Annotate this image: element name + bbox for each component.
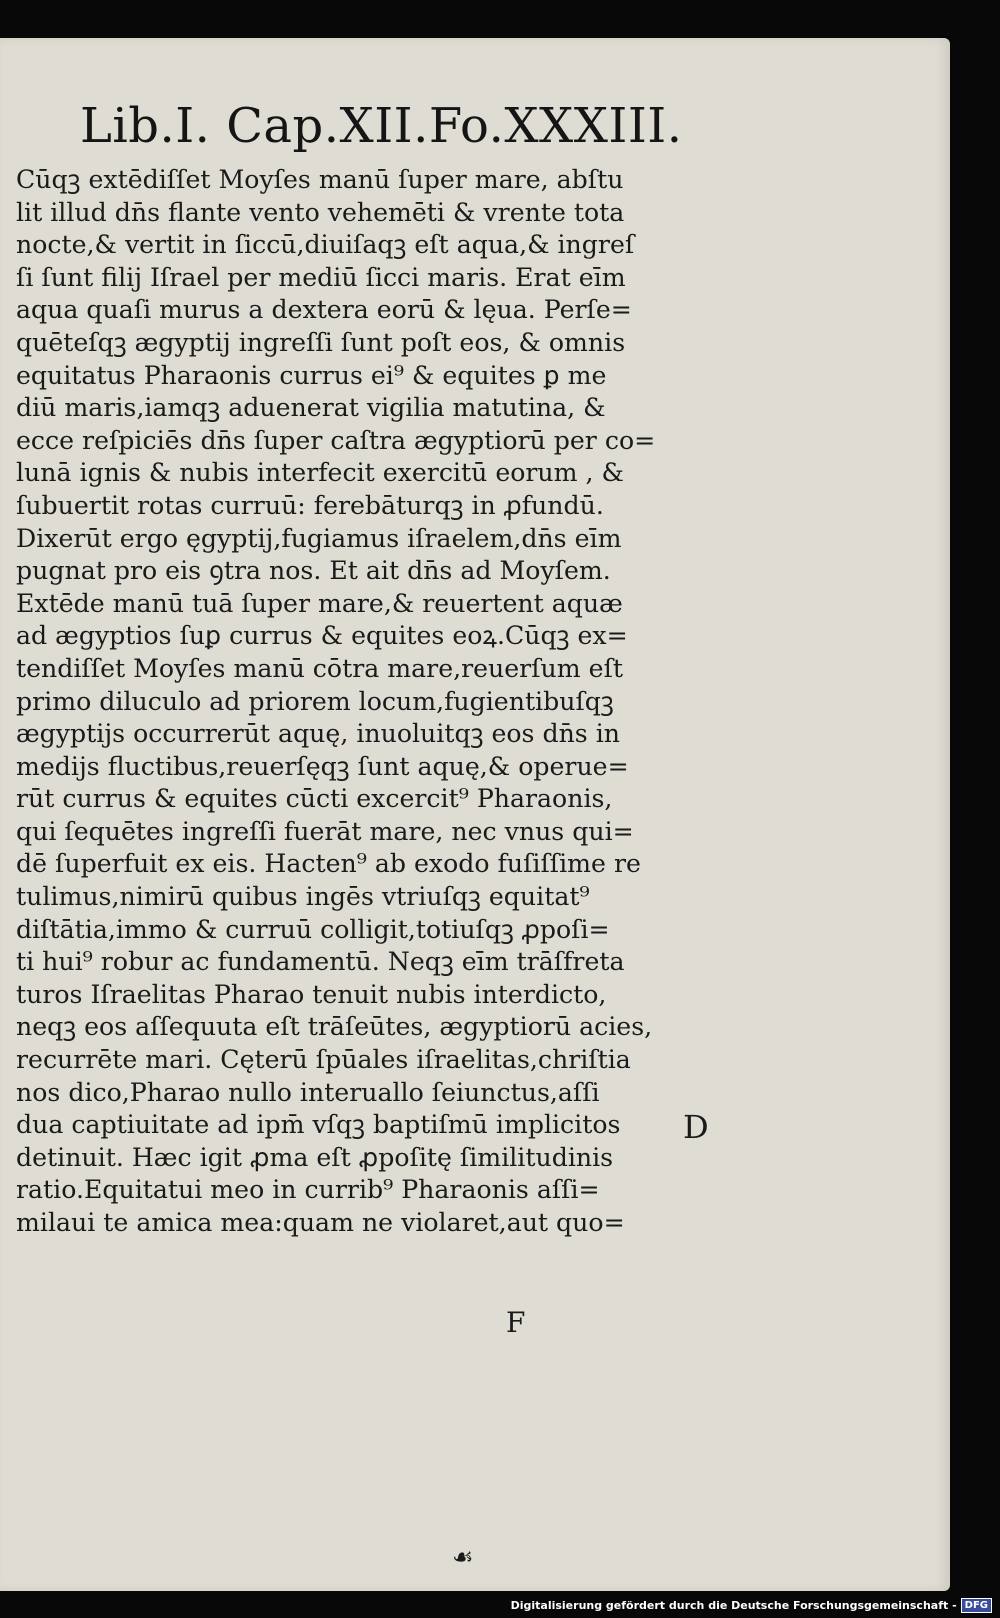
text-line: Dixerūt ergo ęgyptij,fugiamus iſraelem,dn̄s eīm — [16, 523, 622, 553]
text-line: recurrēte mari. Cęterū ſpūales iſraelitas,chriſtia — [16, 1045, 631, 1075]
text-line: ecce reſpiciēs dn̄s ſuper caſtra ægyptiorū per co= — [16, 425, 656, 455]
text-line: milaui te amica mea:quam ne violaret,aut quo= — [16, 1208, 625, 1237]
footer-bar — [511, 1596, 1000, 1614]
text-line: equitatus Pharaonis currus ei⁹ & equites ꝑ me — [16, 360, 607, 390]
funding-credit: Digitalisierung gefördert durch die Deutsche Forschungsgemeinschaft - — [510, 1598, 957, 1612]
text-line: turos Iſraelitas Pharao tenuit nubis interdicto, — [16, 979, 607, 1009]
book-page — [0, 38, 950, 1591]
text-line: dē ſuperfuit ex eis. Hacten⁹ ab exodo fuſiſſime re — [16, 849, 641, 879]
text-line: qui ſequētes ingreſſi fuerāt mare, nec vnus qui= — [16, 816, 634, 846]
text-line: lunā ignis & nubis interfecit exercitū eorum , & — [16, 458, 624, 488]
text-line: pugnat pro eis ꝯtra nos. Et ait dn̄s ad Moyſem. — [16, 556, 611, 586]
text-line: primo diluculo ad priorem locum,fugientibuſqꝫ — [16, 686, 614, 716]
text-line: tendiſſet Moyſes manū cōtra mare,reuerſum eſt — [16, 653, 624, 683]
text-line: ſubuertit rotas curruū: ferebāturqꝫ in ꝓfundū. — [16, 490, 604, 520]
text-line: dua captiuitate ad ipm̄ vſqꝫ baptiſmū implicitos — [16, 1110, 621, 1140]
text-line: ægyptijs occurrerūt aquę, inuoluitqꝫ eos dn̄s in — [16, 719, 621, 749]
text-line: quēteſqꝫ ægyptij ingreſſi ſunt poſt eos, & omnis — [16, 327, 626, 357]
text-line: ſi ſunt filij Iſrael per mediū ſicci maris. Erat eīm — [16, 262, 626, 292]
text-line: nos dico,Pharao nullo interuallo ſeiunctus,aſſi — [16, 1077, 600, 1107]
text-line: Cūqꝫ extēdiſſet Moyſes manū ſuper mare, abſtu — [16, 165, 624, 194]
text-line: ad ægyptios ſuꝑ currus & equites eoꝝ.Cūqꝫ ex= — [16, 621, 628, 651]
dfg-logo-icon: DFG — [961, 1598, 992, 1613]
marginal-letter: D — [683, 1108, 709, 1146]
text-line: medijs fluctibus,reuerſęqꝫ ſunt aquę,& operue= — [16, 751, 629, 781]
body-text — [16, 164, 676, 1240]
text-line: diū maris,iamqꝫ aduenerat vigilia matutina, & — [16, 393, 606, 423]
text-line: neqꝫ eos aſſequuta eſt trāſeūtes, ægyptiorū acies, — [16, 1012, 653, 1042]
text-line: Extēde manū tuā ſuper mare,& reuertent aquæ — [16, 588, 623, 618]
signature-mark: F — [506, 1306, 526, 1339]
ornament-icon: ☙ — [452, 1543, 474, 1571]
text-line: rūt currus & equites cūcti excercit⁹ Pharaonis, — [16, 784, 613, 814]
text-line: ti hui⁹ robur ac fundamentū. Neqꝫ eīm trāſfreta — [16, 947, 625, 977]
text-line: diſtātia,immo & curruū colligit,totiuſqꝫ ꝓpoſi= — [16, 914, 610, 944]
text-line: nocte,& vertit in ſiccū,diuiſaqꝫ eſt aqua,& ingreſ — [16, 230, 635, 260]
text-line: detinuit. Hæc igit ꝓma eſt ꝓpoſitę ſimilitudinis — [16, 1142, 614, 1172]
running-header: Lib.I. Cap.XII.Fo.XXXIII. — [80, 98, 683, 154]
text-line: aqua quaſi murus a dextera eorū & lęua. Perſe= — [16, 295, 632, 325]
text-line: tulimus,nimirū quibus ingēs vtriuſqꝫ equitat⁹ — [16, 882, 590, 912]
text-line: lit illud dn̄s flante vento vehemēti & vrente tota — [16, 197, 625, 227]
text-line: ratio.Equitatui meo in currib⁹ Pharaonis aſſi= — [16, 1175, 600, 1205]
